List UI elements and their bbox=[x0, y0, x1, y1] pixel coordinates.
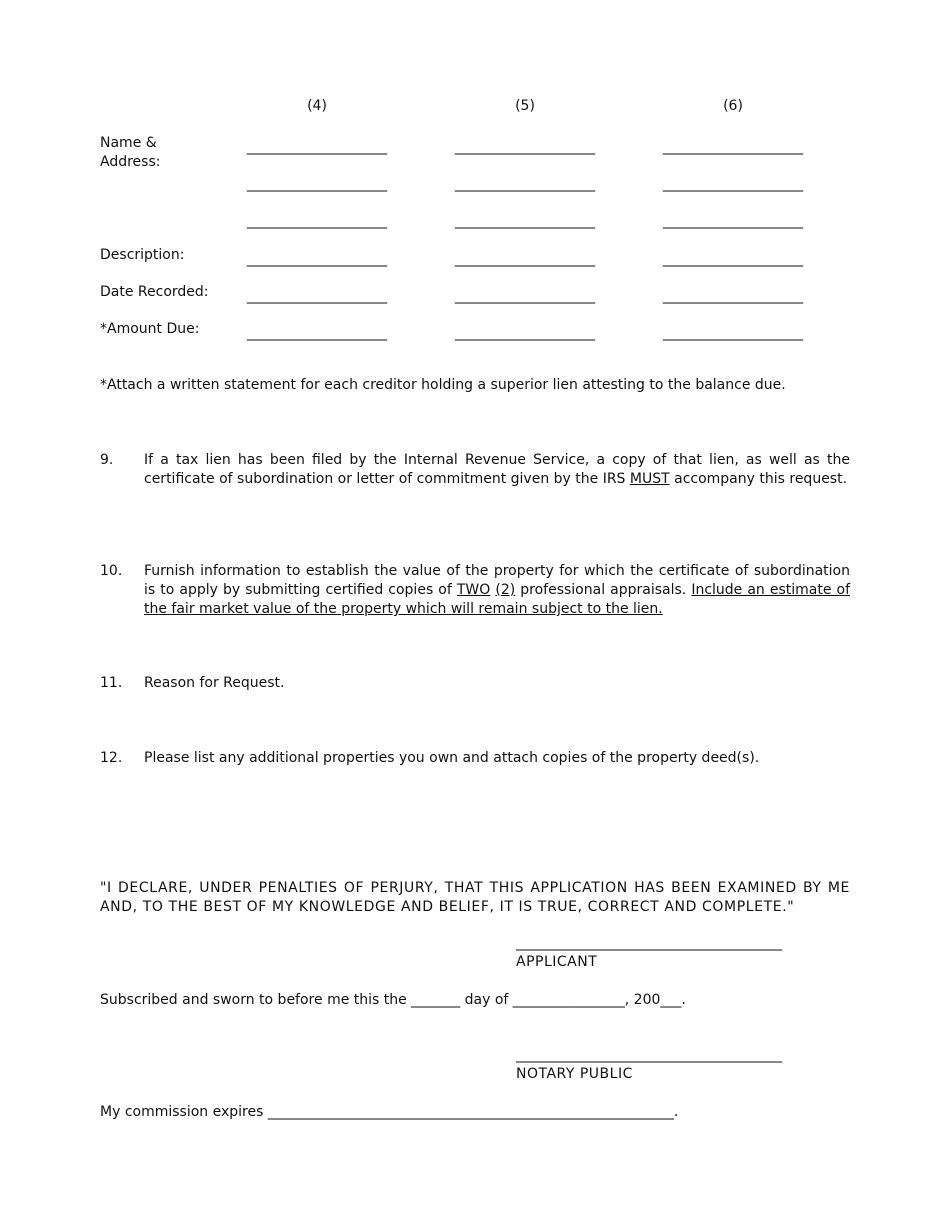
item-9-must: MUST bbox=[629, 471, 670, 487]
blank-name-6-line1: ____________________ bbox=[663, 139, 803, 155]
subscribed-sworn-line: Subscribed and sworn to before me this the _______ day of ________________, 200___. bbox=[100, 992, 686, 1008]
commission-expires-line: My commission expires __________________________________________________________. bbox=[100, 1104, 679, 1120]
blank-name-5-line3: ____________________ bbox=[455, 213, 595, 229]
notary-label: NOTARY PUBLIC bbox=[516, 1066, 633, 1082]
blank-amount-4: ____________________ bbox=[247, 325, 387, 341]
blank-name-6-line2: ____________________ bbox=[663, 176, 803, 192]
label-date-recorded: Date Recorded: bbox=[100, 284, 209, 300]
column-header-4: (4) bbox=[307, 98, 327, 114]
item-10-two: TWO bbox=[456, 582, 491, 598]
column-header-5: (5) bbox=[515, 98, 535, 114]
blank-name-5-line2: ____________________ bbox=[455, 176, 595, 192]
blank-description-4: ____________________ bbox=[247, 251, 387, 267]
attach-note: *Attach a written statement for each creditor holding a superior lien attesting to the balance due. bbox=[100, 377, 786, 393]
blank-name-5-line1: ____________________ bbox=[455, 139, 595, 155]
blank-description-6: ____________________ bbox=[663, 251, 803, 267]
item-10-underlined: Include an estimate of the fair market value of the property which will remain subject to the lien. bbox=[144, 582, 851, 617]
item-11-text: Reason for Request. bbox=[144, 675, 285, 691]
item-9-text-after: accompany this request. bbox=[669, 471, 848, 487]
item-9-text-before: If a tax lien has been filed by the Internal Revenue Service, a copy of that lien, as well as the certificate of subordination or letter of commitment given by the IRS bbox=[144, 452, 850, 487]
item-12-text: Please list any additional properties you own and attach copies of the property deed(s). bbox=[144, 750, 760, 766]
blank-date-5: ____________________ bbox=[455, 288, 595, 304]
blank-name-4-line1: ____________________ bbox=[247, 139, 387, 155]
applicant-signature-line: ______________________________________ bbox=[516, 935, 782, 951]
blank-amount-6: ____________________ bbox=[663, 325, 803, 341]
blank-description-5: ____________________ bbox=[455, 251, 595, 267]
label-name: Name & bbox=[100, 135, 157, 151]
applicant-label: APPLICANT bbox=[516, 954, 598, 970]
blank-date-4: ____________________ bbox=[247, 288, 387, 304]
label-address: Address: bbox=[100, 154, 161, 170]
item-10-text-mid: professional appraisals. bbox=[515, 582, 692, 598]
blank-date-6: ____________________ bbox=[663, 288, 803, 304]
blank-name-4-line3: ____________________ bbox=[247, 213, 387, 229]
item-11-number: 11. bbox=[100, 675, 123, 691]
label-amount-due: *Amount Due: bbox=[100, 321, 200, 337]
notary-signature-line: ______________________________________ bbox=[516, 1047, 782, 1063]
column-header-6: (6) bbox=[723, 98, 743, 114]
perjury-declaration: "I DECLARE, UNDER PENALTIES OF PERJURY, THAT THIS APPLICATION HAS BEEN EXAMINED BY ME AND, TO THE BEST OF MY KNOWLEDGE AND BELIEF, IT IS TRUE, CORRECT AND COMPLETE." bbox=[100, 880, 850, 915]
item-10-text bbox=[144, 562, 850, 619]
item-10-text-before: Furnish information to establish the value of the property for which the certificate of subordination is to apply by submitting certified copies of bbox=[144, 563, 850, 598]
blank-amount-5: ____________________ bbox=[455, 325, 595, 341]
item-12-number: 12. bbox=[100, 750, 123, 766]
item-9-text bbox=[144, 451, 850, 489]
item-9-number: 9. bbox=[100, 452, 114, 468]
blank-name-4-line2: ____________________ bbox=[247, 176, 387, 192]
item-10-two-num: (2) bbox=[495, 582, 516, 598]
blank-name-6-line3: ____________________ bbox=[663, 213, 803, 229]
item-10-number: 10. bbox=[100, 563, 123, 579]
label-description: Description: bbox=[100, 247, 185, 263]
